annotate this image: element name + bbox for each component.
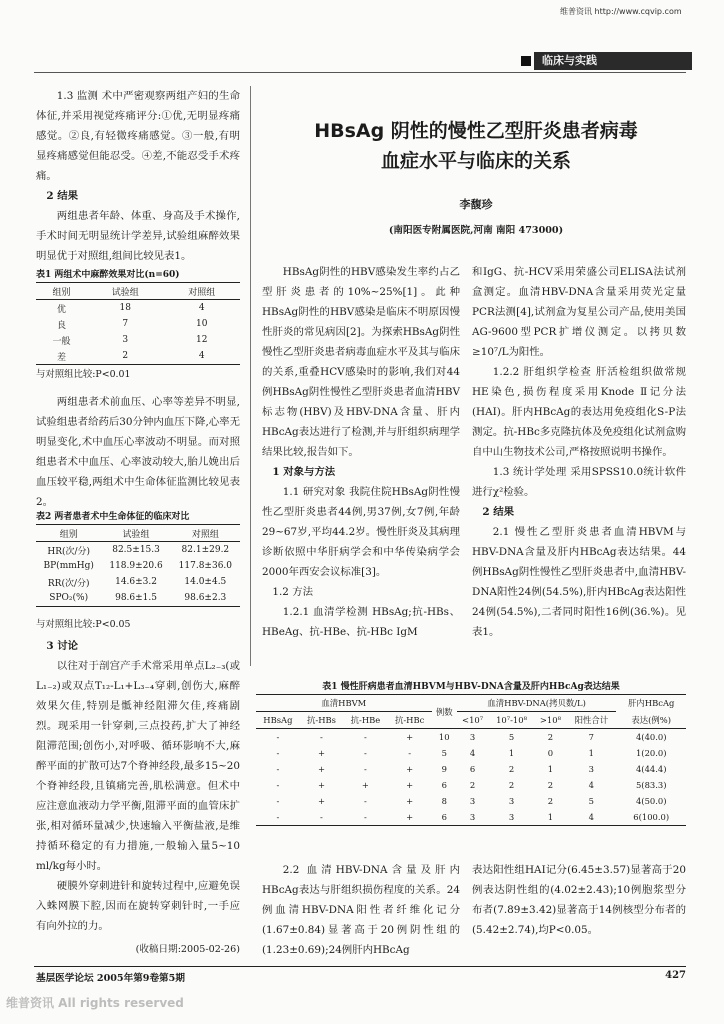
table-row — [256, 761, 686, 777]
table-cell: 3 — [508, 812, 515, 822]
table-cell: 6 — [441, 812, 447, 822]
column-divider — [250, 86, 251, 666]
table-row — [36, 558, 240, 574]
table-row — [36, 542, 240, 559]
table-cell: 4 — [469, 748, 476, 758]
data-table — [256, 694, 686, 826]
table-cell: 2 — [508, 780, 515, 790]
table-cell: - — [276, 748, 280, 758]
table-cell: 2 — [122, 351, 129, 361]
table-cell: 差 — [56, 352, 66, 363]
affiliation: (南阳医专附属医院,河南 南阳 473000) — [388, 225, 564, 236]
table-cell: 3 — [122, 335, 129, 345]
table-cell: - — [276, 812, 280, 822]
received-date: (收稿日期:2005-02-26) — [135, 944, 240, 955]
table-cell: + — [317, 796, 325, 806]
left-column-mid — [36, 392, 240, 512]
table-cell: 2 — [547, 732, 554, 742]
heading-discussion: 3 讨论 — [46, 640, 79, 652]
th-group: 组别 — [59, 529, 78, 540]
table-row — [36, 590, 240, 607]
table-cell: 2 — [547, 796, 554, 806]
table-cell: + — [317, 748, 325, 758]
table-cell: 7 — [588, 732, 594, 742]
heading-results-2: 2 结果 — [482, 506, 515, 518]
section-2-1: 2.1 慢性乙型肝炎患者血清HBVM与HBV-DNA含量及肝内HBcAg表达结果。44例HBsAg阴性慢性乙型肝炎患者中,血清HBV-DNA阳性24例(54.5%),肝内HBcAg表达阳性24例(54.5%),二者同时阳性16例(36.%)。见表1。 — [472, 526, 686, 638]
intro-paragraph: HBsAg阴性的HBV感染发生率约占乙型肝炎患者的10%~25%[1]。此种HBsAg阴性的HBV感染是临床不明原因慢性肝炎的常见病因[2]。为探索HBsAg阴性慢性乙型肝炎患者病毒血症水平及其与临床的关系,重叠HCV感染时的影响,我们对44例HBsAg阴性慢性乙型肝炎患者血清HBV标志物(HBV)及HBV-DNA含量、肝内HBcAg表达进行了检测,并与肝组织病理学结果比较,报告如下。 — [262, 266, 460, 458]
table-cell: 7 — [122, 319, 129, 329]
top-watermark: 维普资讯 http://www.cqvip.com — [560, 7, 682, 16]
table-caption: 表1 慢性肝病患者血清HBVM与HBV-DNA含量及肝内HBcAg表达结果 — [322, 682, 620, 692]
table-cell: 98.6±2.3 — [184, 593, 227, 603]
table-cell: + — [406, 764, 414, 774]
table-cell: 4 — [198, 303, 205, 313]
table-cell: 6 — [469, 764, 476, 774]
table-cell: - — [364, 748, 367, 758]
table-cell: 98.6±1.5 — [115, 593, 157, 603]
table-cell: 82.5±15.3 — [112, 545, 160, 555]
discussion-paragraph-2: 硬膜外穿刺进针和旋转过程中,应避免误入蛛网膜下腔,因而在旋转穿刺针时,一手应有向外拉的力。 — [36, 880, 240, 932]
section-1-3-stats: 1.3 统计学处理 采用SPSS10.0统计软件进行χ²检验。 — [472, 466, 686, 498]
data-table — [36, 282, 240, 365]
table-cell: + — [406, 780, 414, 790]
table-cell: + — [406, 732, 414, 742]
table-cell: 6(100.0) — [633, 812, 670, 822]
table-cell: 4(40.0) — [635, 732, 667, 742]
th-test: 试验组 — [111, 287, 139, 298]
discussion-paragraph-1: 以往对于剖宫产手术常采用单点L₂₋₃(或L₁₋₂)或双点T₁₂-L₁+L₃₋₄穿刺,创伤大,麻醉效果欠佳,特别是骶神经阻滞欠佳,疼痛剧烈。现采用一针穿刺,三点投药,扩大了神经阻滞范围;创伤小,对呼吸、循环影响不大,麻醉平面的扩散可达7个脊神经段,最多15~20个脊神经段,且镇痛完善,肌松满意。但术中应注意血液动力学平衡,阻滞平面的血管床扩张,相对循环量减少,快速输入平衡盐液,是维持循环稳定的有力措施,一般输入量5~10 ml/kg每小时。 — [36, 660, 240, 872]
table-cell: + — [361, 780, 369, 790]
table-cell: 82.1±29.2 — [181, 545, 230, 555]
table-caption: 表2 两者患者术中生命体征的临床对比 — [36, 512, 190, 522]
section-1-1: 1.1 研究对象 我院住院HBsAg阴性慢性乙型肝炎患者44例,男37例,女7例,年龄29~67岁,平均44.2岁。慢性肝炎及其病理诊断依照中华肝病学会和中华传染病学会2000年西安会议标准[3]。 — [262, 486, 460, 578]
heading-1-2: 1.2 方法 — [272, 586, 313, 598]
table-cell: 5 — [441, 748, 447, 758]
table-cell: - — [276, 780, 280, 790]
table-cell: 4 — [198, 351, 205, 361]
table-cell: - — [364, 796, 367, 806]
left-column — [36, 86, 240, 266]
table-cell: 3 — [508, 796, 515, 806]
table-cell: 1 — [547, 812, 554, 822]
table-cell: 0 — [547, 748, 554, 758]
th-hbvm: 血清HBVM — [256, 695, 432, 712]
table-row — [36, 300, 240, 317]
table-cell: 4(44.4) — [635, 764, 667, 774]
table-cell: 8 — [441, 796, 447, 806]
table-cell: 一般 — [52, 336, 71, 347]
table-cell: 3 — [469, 732, 476, 742]
table-cell: 4 — [588, 812, 594, 822]
serology-continued: 和IgG、抗-HCV采用荣盛公司ELISA法试剂盒测定。血清HBV-DNA含量采用荧光定量PCR法测[4],试剂盒为复星公司产品,使用美国AG-9600型PCR扩增仪测定。以拷贝数≥10⁷/L为阳性。 — [472, 266, 686, 358]
page-number: 427 — [665, 970, 686, 981]
section-2-2-continued: 表达阳性组HAI记分(6.45±3.57)显著高于20例表达阴性组的(4.02±2.43);10例胞浆型分布者(7.89±3.42)显著高于14例核型分布者的(5.42±2.74),均P<0.05。 — [472, 864, 686, 936]
table-cell: 2 — [547, 780, 554, 790]
table-cell: 10 — [438, 732, 450, 742]
section-marker-square — [521, 56, 531, 66]
table-note: 与对照组比较:P<0.05 — [36, 619, 131, 630]
table-cell: 1 — [547, 764, 554, 774]
table-row — [36, 332, 240, 348]
th-test: 试验组 — [122, 529, 150, 540]
mid-column-bottom — [262, 860, 460, 960]
table-cell: 良 — [56, 320, 66, 331]
table-row — [36, 348, 240, 365]
results-paragraph: 两组患者年龄、体重、身高及手术操作,手术时间无明显统计学差异,试验组麻醉效果明显优于对照组,组间比较见表1。 — [36, 210, 240, 262]
title-line-2: 血症水平与临床的关系 — [380, 150, 571, 172]
section-1-2-1: 1.2.1 血清学检测 HBsAg;抗-HBs、HBeAg、抗-HBe、抗-HBc IgM — [262, 606, 460, 638]
th-control: 对照组 — [191, 529, 219, 540]
table-cell: + — [406, 812, 414, 822]
table-vitals — [36, 510, 240, 633]
table-cell: - — [364, 764, 367, 774]
title-line-1: HBsAg 阴性的慢性乙型肝炎患者病毒 — [314, 120, 638, 142]
table-hbv — [256, 680, 686, 826]
table-cell: 12 — [196, 335, 208, 345]
table-cell: + — [317, 780, 325, 790]
article-title — [256, 116, 696, 176]
table-cell: RR(次/分) — [47, 578, 90, 589]
table-cell: 4(50.0) — [635, 796, 667, 806]
header-rule — [34, 72, 686, 73]
th-dna-total: 阳性合计 — [574, 715, 609, 725]
table-cell: 5 — [588, 796, 594, 806]
table-cell: 5 — [508, 732, 515, 742]
data-table — [36, 524, 240, 607]
section-1-3: 1.3 监测 术中严密观察两组产妇的生命体征,并采用视觉疼痛评分:①优,无明显疼痛感觉。②良,有轻微疼痛感觉。③一般,有明显疼痛感觉但能忍受。④差,不能忍受手术疼痛。 — [36, 90, 240, 182]
heading-methods: 1 对象与方法 — [272, 466, 336, 478]
table-cell: 4 — [588, 780, 594, 790]
table-cell: 优 — [56, 304, 66, 315]
section-tag: 临床与实践 — [534, 52, 692, 70]
author: 李馥珍 — [459, 198, 493, 211]
table-row — [36, 316, 240, 332]
th-control: 对照组 — [188, 287, 216, 298]
footer-rule — [34, 966, 686, 967]
th-hbsag: HBsAg — [263, 715, 293, 725]
th-dna-low: <10⁷ — [462, 715, 484, 725]
table-cell: 3 — [588, 764, 594, 774]
table-cell: - — [364, 732, 367, 742]
table-row — [256, 745, 686, 761]
table-row — [256, 809, 686, 826]
table-cell: - — [408, 748, 412, 758]
table-cell: - — [364, 812, 367, 822]
table-row — [256, 777, 686, 793]
table-cell: + — [317, 764, 325, 774]
section-2-2: 2.2 血清HBV-DNA含量及肝内HBcAg表达与肝组织损伤程度的关系。24例血清HBV-DNA阳性者纤维化记分(1.67±0.84)显著高于20例阴性组的(1.23±0.69);24例肝内HBcAg — [262, 864, 460, 956]
copyright-watermark: 维普资讯 All rights reserved — [6, 996, 184, 1010]
table-cell: 2 — [469, 780, 476, 790]
table-cell: 118.9±20.6 — [109, 561, 163, 571]
table-cell: - — [320, 812, 323, 822]
th-cases: 例数 — [432, 695, 457, 729]
table-cell: - — [276, 764, 280, 774]
right-column-bottom — [472, 860, 686, 940]
heading-results: 2 结果 — [46, 190, 79, 202]
table-cell: HR(次/分) — [47, 546, 91, 557]
table-cell: 1 — [588, 748, 594, 758]
table-note: 与对照组比较:P<0.01 — [36, 369, 131, 380]
table-cell: SPO₂(%) — [49, 593, 89, 603]
journal-info: 基层医学论坛 2005年第9卷第5期 — [36, 973, 185, 984]
table-cell: 5(83.3) — [635, 780, 667, 790]
th-anti-hbs: 抗-HBs — [306, 715, 336, 725]
table-cell: 14.0±4.5 — [184, 577, 227, 587]
table-row — [256, 793, 686, 809]
mid-column — [262, 262, 460, 642]
table-cell: 14.6±3.2 — [115, 577, 157, 587]
table-cell: 2 — [508, 764, 515, 774]
section-1-2-2: 1.2.2 肝组织学检查 肝活检组织做常规HE染色,损伤程度采用Knode Ⅱ记分法(HAI)。肝内HBcAg的表达用免疫组化S-P法测定。抗-HBc多克隆抗体及免疫组化试剂盒购自中山生物技术公司,严格按照说明书操作。 — [472, 366, 686, 458]
table-cell: 18 — [119, 303, 131, 313]
table-cell: 1(20.0) — [635, 748, 667, 758]
table-row — [256, 729, 686, 746]
table-cell: 10 — [196, 319, 208, 329]
table-caption: 表1 两组术中麻醉效果对比(n=60) — [36, 270, 180, 280]
table-cell: 117.8±36.0 — [178, 561, 233, 571]
table-cell: + — [406, 796, 414, 806]
th-anti-hbc: 抗-HBc — [394, 715, 425, 725]
vitals-paragraph: 两组患者术前血压、心率等差异不明显,试验组患者给药后30分钟内血压下降,心率无明显变化,术中血压心率波动不明显。而对照组患者术中血压、心率波动较大,胎儿娩出后血压较平稳,两组术中生命体征监测比较见表2。 — [36, 396, 240, 508]
th-group: 组别 — [52, 287, 71, 298]
table-anesthesia — [36, 268, 240, 383]
table-cell: 1 — [508, 748, 515, 758]
th-liver: 肝内HBcAg — [628, 698, 675, 709]
left-column-discussion — [36, 636, 240, 960]
th-dna: 血清HBV-DNA(拷贝数/L) — [457, 695, 617, 712]
table-cell: - — [276, 732, 280, 742]
table-cell: - — [320, 732, 323, 742]
th-dna-mid: 10⁷-10⁸ — [496, 715, 527, 725]
right-column — [472, 262, 686, 642]
table-cell: 3 — [469, 812, 476, 822]
th-liver-expression: 表达(例%) — [631, 714, 672, 725]
table-cell: 3 — [469, 796, 476, 806]
th-dna-high: >10⁸ — [539, 715, 561, 725]
table-row — [36, 574, 240, 590]
th-anti-hbe: 抗-HBe — [350, 715, 381, 725]
table-cell: BP(mmHg) — [43, 561, 94, 571]
table-cell: 6 — [441, 780, 447, 790]
table-cell: 9 — [441, 764, 447, 774]
table-cell: - — [276, 796, 280, 806]
